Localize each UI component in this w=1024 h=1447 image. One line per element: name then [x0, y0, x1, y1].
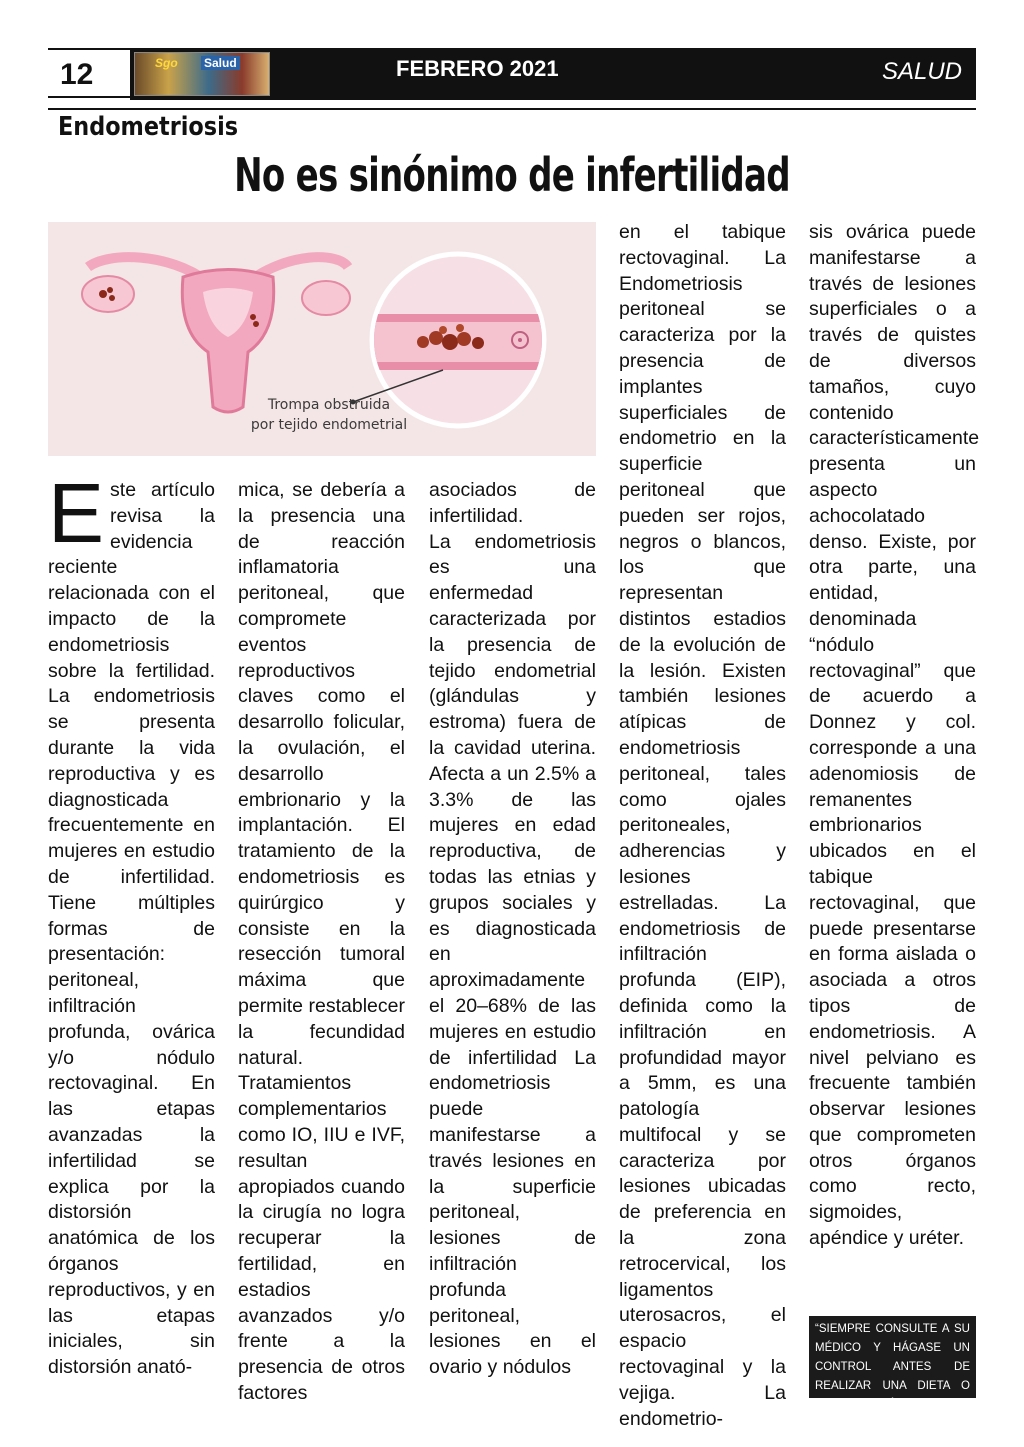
- dropcap: E: [48, 466, 105, 560]
- figure-caption-line1: Trompa obstruida: [267, 397, 391, 413]
- article-column-2: [238, 478, 405, 1407]
- issue-date: FEBRERO 2021: [396, 56, 559, 81]
- header-rule: [48, 108, 976, 110]
- article-column-1: [48, 466, 215, 1381]
- article-column-4: [619, 220, 786, 1432]
- section-name: SALUD: [881, 58, 962, 85]
- page-number: 12: [48, 48, 130, 98]
- article-kicker: Endometriosis: [58, 112, 239, 142]
- publication-logo: [134, 52, 270, 96]
- column-4-text: en el tabique rectovaginal. La Endometriosis peritoneal se caracteriza por la presencia de implantes superficiales de endometrio en la superficie peritoneal que pueden ser rojos, negros o blancos, los que representan distintos estadios de la evolución de la lesión. Existen también lesiones atípicas de endometriosis peritoneal, tales como ojales peritoneales, adherencias y lesiones estrelladas. La endometriosis de infiltración profunda (EIP), definida como la infiltración en profundidad mayor a 5mm, es una patología multifocal y se caracteriza por lesiones ubicadas de preferencia en la zona retrocervical, los ligamentos uterosacros, el espacio rectovaginal y la vejiga. La endometrio-: [619, 221, 786, 1430]
- column-3-text-b: La endometriosis es una enfermedad caracterizada por la presencia de tejido endometrial (glándulas y estroma) fuera de la cavidad uterina. Afecta a un 2.5% a 3.3% de las mujeres en edad reproductiva, de todas las etnias y grupos sociales y es diagnosticada en aproximadamente el 20–68% de las mujeres en estudio de infertilidad La endometriosis puede manifestarse a través lesiones en la superficie peritoneal, lesiones de infiltración profunda peritoneal, lesiones en el ovario y nódulos: [429, 530, 596, 1379]
- logo-text-right: Salud: [201, 56, 240, 70]
- column-5-text: sis ovárica puede manifestarse a través de lesiones superficiales o a través de quistes de diversos tamaños, cuyo contenido característicamente presenta un aspecto achocolatado denso. Existe, por otra parte, una entidad, denominada “nódulo rectovaginal” que de acuerdo a Donnez y col. corresponde a una adenomiosis de remanentes embrionarios ubicados en el tabique rectovaginal, que puede presentarse en forma aislada o asociada a otros tipos de endometriosis. A nivel pelviano es frecuente también observar lesiones que comprometen otros órganos como recto, sigmoides, apéndice y uréter.: [809, 221, 980, 1250]
- column-1-text: ste artículo revisa la evidencia reciente relacionada con el impacto de la endometriosis sobre la fertilidad. La endometriosis se presenta durante la vida reproductiva y es diagnosticada frecuentemente en mujeres en estudio de infertilidad. Tiene múltiples formas de presentación: peritoneal, infiltración profunda, ovárica y/o nódulo rectovaginal. En las etapas avanzadas la infertilidad se explica por la distorsión anatómica de los órganos reproductivos, y en las etapas iniciales, sin distorsión anató-: [48, 479, 215, 1379]
- article-headline: No es sinónimo de infertilidad: [234, 148, 790, 202]
- article-column-3: [429, 478, 596, 1381]
- figure-caption-line2: por tejido endometrial: [250, 417, 408, 433]
- column-3-text-a: asociados de infertilidad.: [429, 479, 596, 527]
- article-column-5: [809, 220, 980, 1252]
- column-2-text: mica, se debería a la presencia una de reacción inflamatoria peritoneal, que compromete eventos reproductivos claves como el desarrollo folicular, la ovulación, el desarrollo embrionario y la implantación. El tratamiento de la endometriosis es quirúrgico y consiste en la resección tumoral máxima que permite restablecer la fecundidad natural. Tratamientos complementarios como IO, IIU e IVF, resultan apropiados cuando la cirugía no logra recuperar la fertilidad, en estadios avanzados y/o frente a la presencia de otros factores: [238, 479, 405, 1404]
- health-tip-box: “SIEMPRE CONSULTE A SU MÉDICO Y HÁGASE UN CONTROL ANTES DE REALIZAR UNA DIETA O ACTIVADAD FÍSICA”: [809, 1316, 976, 1398]
- figure-caption: [234, 395, 424, 435]
- page-header: [48, 48, 976, 100]
- logo-text-left: Sgo: [155, 56, 178, 70]
